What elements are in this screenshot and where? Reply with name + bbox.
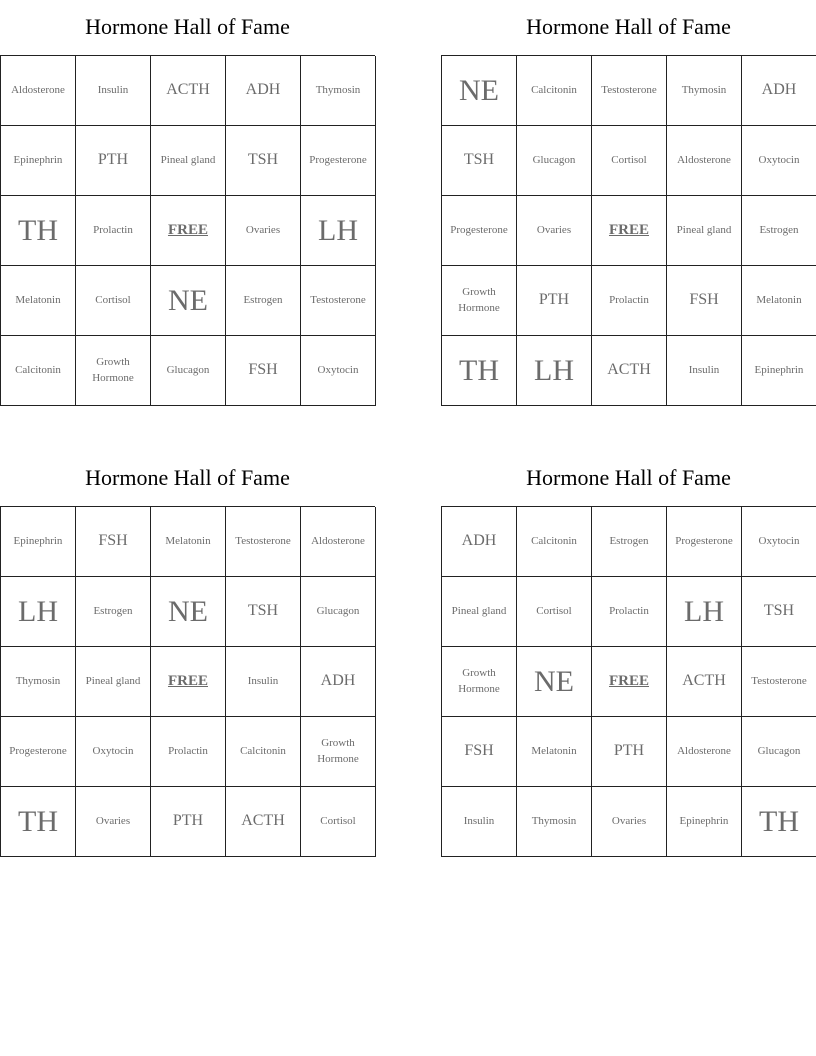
bingo-cell	[76, 266, 151, 336]
bingo-cell	[151, 577, 226, 647]
card-title: Hormone Hall of Fame	[85, 14, 290, 39]
cell-label: Testosterone	[601, 83, 657, 96]
bingo-cell	[517, 266, 592, 336]
bingo-cell	[517, 56, 592, 126]
cell-label: ACTH	[166, 81, 210, 99]
bingo-cell	[301, 126, 376, 196]
bingo-cell	[442, 507, 517, 577]
cell-label: Progesterone	[675, 534, 733, 547]
bingo-cell	[517, 336, 592, 406]
card-title: Hormone Hall of Fame	[526, 14, 731, 39]
bingo-cell	[742, 647, 816, 717]
cell-label: ADH	[461, 532, 497, 550]
cell-label: TSH	[763, 602, 795, 620]
bingo-card-2	[441, 0, 816, 406]
bingo-cell	[226, 647, 301, 717]
bingo-cell	[442, 266, 517, 336]
bingo-cell	[742, 196, 816, 266]
cell-label: Testosterone	[310, 293, 366, 306]
bingo-card-1	[0, 0, 375, 406]
cell-label: Glucagon	[532, 153, 576, 166]
free-space-cell	[151, 647, 226, 717]
cell-label: Pineal gland	[451, 604, 507, 617]
card-title: Hormone Hall of Fame	[526, 465, 731, 490]
cell-label: Prolactin	[609, 293, 649, 306]
bingo-cell	[151, 126, 226, 196]
bingo-cell	[667, 787, 742, 857]
cell-label: FREE	[167, 673, 208, 689]
free-space-cell	[151, 196, 226, 266]
bingo-cell	[667, 717, 742, 787]
cell-label: Melatonin	[15, 293, 61, 306]
cell-label: TSH	[247, 151, 279, 169]
cell-label: NE	[168, 595, 208, 628]
cell-label: Epinephrin	[754, 363, 804, 376]
cell-label: Estrogen	[243, 293, 283, 306]
bingo-cell	[442, 647, 517, 717]
bingo-cell	[226, 507, 301, 577]
bingo-grid	[0, 506, 375, 857]
cell-label: TSH	[463, 151, 495, 169]
bingo-cell	[592, 717, 667, 787]
bingo-cell	[667, 266, 742, 336]
bingo-cell	[517, 647, 592, 717]
cell-label: Oxytocin	[758, 153, 800, 166]
cell-label: TH	[459, 354, 499, 387]
bingo-cell	[442, 336, 517, 406]
bingo-cell	[1, 56, 76, 126]
cell-label: Ovaries	[245, 223, 281, 236]
cell-label: Epinephrin	[679, 814, 729, 827]
cell-label: Progesterone	[309, 153, 367, 166]
cell-label: NE	[168, 284, 208, 317]
cell-label: Aldosterone	[311, 534, 365, 547]
cell-label: Calcitonin	[531, 83, 577, 96]
cell-label: LH	[684, 595, 724, 628]
cell-label: Progesterone	[450, 223, 508, 236]
bingo-grid	[441, 55, 816, 406]
cell-label: Insulin	[688, 363, 720, 376]
cell-label: LH	[18, 595, 58, 628]
bingo-cell	[76, 787, 151, 857]
bingo-cell	[151, 336, 226, 406]
bingo-cell	[1, 266, 76, 336]
cell-label: FSH	[689, 291, 719, 309]
cell-label: LH	[534, 354, 574, 387]
bingo-cell	[226, 126, 301, 196]
bingo-cell	[442, 717, 517, 787]
cell-label: FSH	[248, 361, 278, 379]
cell-label: Thymosin	[315, 83, 361, 96]
cell-label: Aldosterone	[11, 83, 65, 96]
cell-label: Melatonin	[756, 293, 802, 306]
bingo-cell	[517, 577, 592, 647]
bingo-cell	[301, 336, 376, 406]
cell-label: Testosterone	[751, 674, 807, 687]
cell-label: TH	[18, 214, 58, 247]
bingo-cell	[301, 647, 376, 717]
cell-label: Pineal gland	[676, 223, 732, 236]
cell-label: Aldosterone	[677, 744, 731, 757]
bingo-cell	[592, 787, 667, 857]
cell-label: ACTH	[682, 672, 726, 690]
bingo-cell	[667, 577, 742, 647]
bingo-cell	[226, 196, 301, 266]
cell-label: Melatonin	[165, 534, 211, 547]
bingo-cell	[742, 266, 816, 336]
cell-label: Estrogen	[93, 604, 133, 617]
bingo-cell	[517, 787, 592, 857]
bingo-cell	[301, 196, 376, 266]
cell-label: Prolactin	[609, 604, 649, 617]
bingo-cell	[76, 196, 151, 266]
cell-label: Pineal gland	[160, 153, 216, 166]
bingo-cell	[442, 126, 517, 196]
free-space-cell	[592, 196, 667, 266]
cell-label: Glucagon	[316, 604, 360, 617]
cell-label: Cortisol	[611, 153, 647, 166]
cell-label: Growth Hormone	[317, 737, 359, 765]
cell-label: Oxytocin	[317, 363, 359, 376]
bingo-cell	[226, 787, 301, 857]
cell-label: Ovaries	[536, 223, 572, 236]
cell-label: ACTH	[241, 812, 285, 830]
bingo-cell	[742, 126, 816, 196]
cell-label: Aldosterone	[677, 153, 731, 166]
bingo-cell	[76, 56, 151, 126]
bingo-cell	[667, 126, 742, 196]
cell-label: FSH	[98, 532, 128, 550]
cell-label: Growth Hormone	[458, 286, 500, 314]
cell-label: Prolactin	[93, 223, 133, 236]
cell-label: Insulin	[97, 83, 129, 96]
bingo-cell	[226, 577, 301, 647]
bingo-cell	[742, 787, 816, 857]
cell-label: Growth Hormone	[92, 356, 134, 384]
bingo-cell	[301, 507, 376, 577]
bingo-cell	[742, 717, 816, 787]
bingo-cell	[301, 56, 376, 126]
cell-label: Glucagon	[757, 744, 801, 757]
bingo-cell	[667, 196, 742, 266]
bingo-cell	[76, 336, 151, 406]
bingo-cell	[301, 266, 376, 336]
bingo-cell	[592, 126, 667, 196]
cell-label: FSH	[464, 742, 494, 760]
bingo-cell	[226, 717, 301, 787]
bingo-cell	[517, 507, 592, 577]
bingo-cell	[1, 717, 76, 787]
bingo-cell	[667, 647, 742, 717]
cell-label: Prolactin	[168, 744, 208, 757]
cell-label: FREE	[608, 673, 649, 689]
cell-label: Ovaries	[611, 814, 647, 827]
bingo-cell	[742, 507, 816, 577]
bingo-cell	[1, 577, 76, 647]
cell-label: PTH	[613, 742, 645, 760]
bingo-cell	[442, 56, 517, 126]
bingo-cell	[442, 577, 517, 647]
bingo-cell	[517, 126, 592, 196]
cell-label: Cortisol	[320, 814, 356, 827]
cell-label: Pineal gland	[85, 674, 141, 687]
cell-label: Epinephrin	[13, 534, 63, 547]
bingo-cell	[592, 266, 667, 336]
bingo-cell	[151, 787, 226, 857]
cell-label: Insulin	[463, 814, 495, 827]
cell-label: ACTH	[607, 361, 651, 379]
bingo-cell	[301, 787, 376, 857]
bingo-cell	[667, 56, 742, 126]
bingo-grid	[441, 506, 816, 857]
cell-label: Calcitonin	[531, 534, 577, 547]
cell-label: ADH	[761, 81, 797, 99]
bingo-cell	[301, 577, 376, 647]
cell-label: Cortisol	[95, 293, 131, 306]
bingo-cell	[151, 507, 226, 577]
cell-label: NE	[459, 74, 499, 107]
cell-label: TH	[759, 805, 799, 838]
bingo-cell	[226, 266, 301, 336]
cell-label: Thymosin	[531, 814, 577, 827]
cell-label: Thymosin	[681, 83, 727, 96]
bingo-cell	[667, 336, 742, 406]
bingo-cell	[76, 507, 151, 577]
bingo-cell	[151, 717, 226, 787]
cell-label: Oxytocin	[758, 534, 800, 547]
cell-label: Progesterone	[9, 744, 67, 757]
cell-label: Thymosin	[15, 674, 61, 687]
cell-label: TSH	[247, 602, 279, 620]
bingo-cell	[592, 336, 667, 406]
cell-label: NE	[534, 665, 574, 698]
bingo-cell	[592, 56, 667, 126]
bingo-cell	[76, 126, 151, 196]
bingo-cell	[301, 717, 376, 787]
bingo-cell	[742, 56, 816, 126]
bingo-cell	[1, 336, 76, 406]
cell-label: Testosterone	[235, 534, 291, 547]
cell-label: ADH	[245, 81, 281, 99]
cell-label: FREE	[167, 222, 208, 238]
bingo-cell	[517, 196, 592, 266]
cell-label: TH	[18, 805, 58, 838]
cell-label: Oxytocin	[92, 744, 134, 757]
bingo-cell	[1, 507, 76, 577]
bingo-cell	[667, 507, 742, 577]
bingo-cell	[1, 787, 76, 857]
cell-label: Estrogen	[759, 223, 799, 236]
bingo-card-4	[441, 451, 816, 857]
bingo-card-3	[0, 451, 375, 857]
bingo-cell	[517, 717, 592, 787]
cell-label: Calcitonin	[240, 744, 286, 757]
bingo-cell	[76, 577, 151, 647]
cell-label: Insulin	[247, 674, 279, 687]
bingo-cell	[1, 126, 76, 196]
cell-label: Growth Hormone	[458, 667, 500, 695]
cell-label: PTH	[538, 291, 570, 309]
cell-label: Ovaries	[95, 814, 131, 827]
bingo-cell	[151, 56, 226, 126]
cell-label: LH	[318, 214, 358, 247]
cell-label: FREE	[608, 222, 649, 238]
cell-label: ADH	[320, 672, 356, 690]
bingo-cell	[151, 266, 226, 336]
bingo-cell	[76, 717, 151, 787]
cell-label: Estrogen	[609, 534, 649, 547]
bingo-cell	[592, 507, 667, 577]
cell-label: PTH	[97, 151, 129, 169]
bingo-cell	[592, 577, 667, 647]
bingo-cell	[1, 647, 76, 717]
cell-label: Cortisol	[536, 604, 572, 617]
bingo-cell	[1, 196, 76, 266]
free-space-cell	[592, 647, 667, 717]
bingo-cell	[76, 647, 151, 717]
bingo-cell	[442, 196, 517, 266]
cell-label: Glucagon	[166, 363, 210, 376]
bingo-grid	[0, 55, 375, 406]
cell-label: Epinephrin	[13, 153, 63, 166]
bingo-cell	[742, 336, 816, 406]
bingo-cell	[226, 336, 301, 406]
cell-label: PTH	[172, 812, 204, 830]
bingo-cell	[442, 787, 517, 857]
card-title: Hormone Hall of Fame	[85, 465, 290, 490]
bingo-cell	[226, 56, 301, 126]
cell-label: Melatonin	[531, 744, 577, 757]
cell-label: Calcitonin	[15, 363, 61, 376]
bingo-cell	[742, 577, 816, 647]
